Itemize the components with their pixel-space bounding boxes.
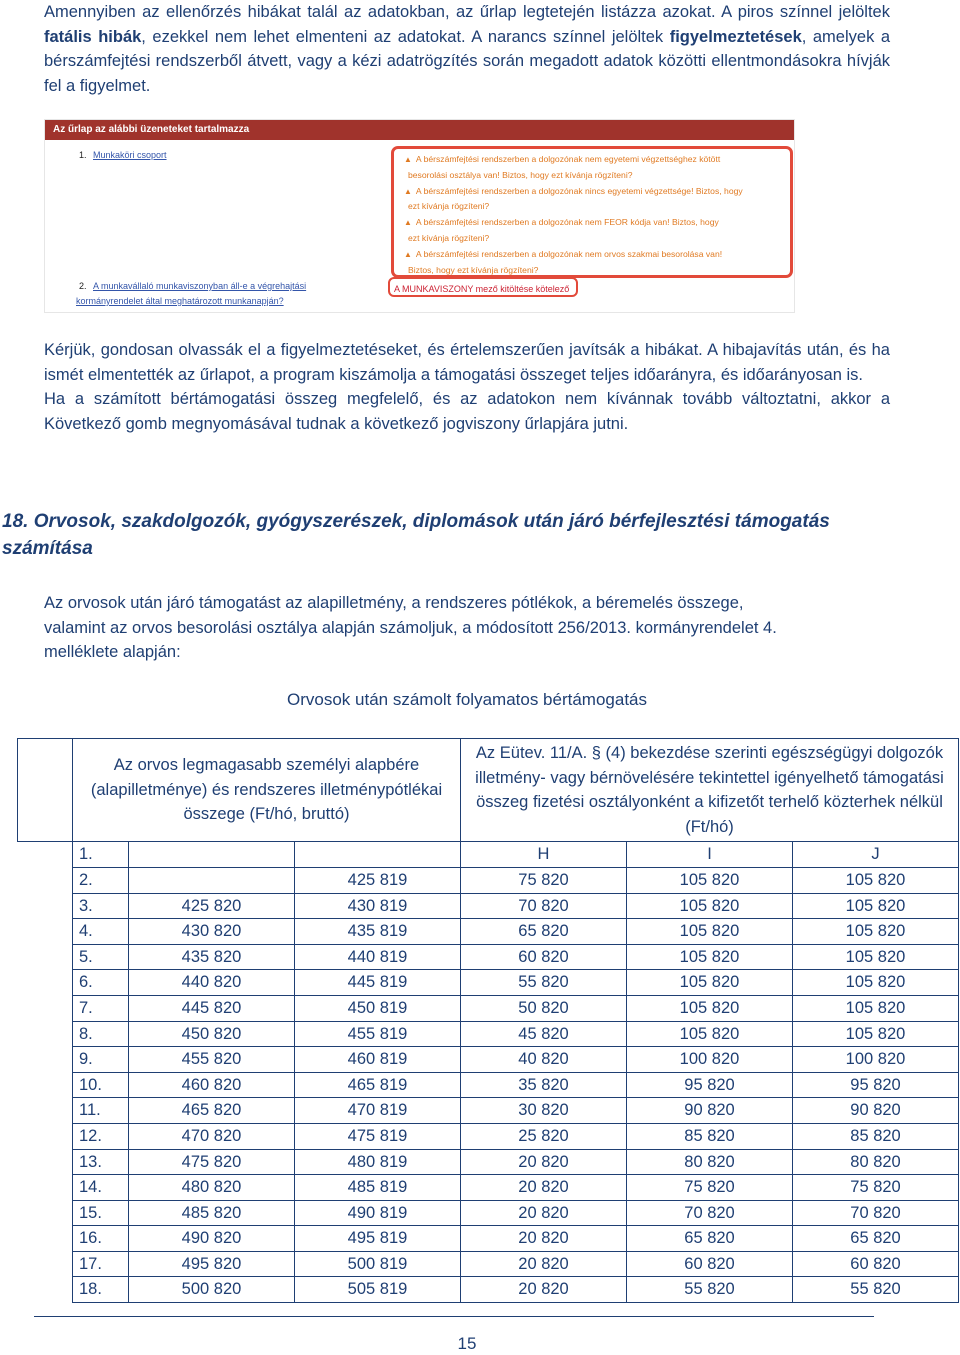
table-cell: 430 819 [295,893,461,919]
warning-text: A bérszámfejtési rendszerben a dolgozónak nem egyetemi végzettséghez kötött [415,154,721,164]
table-cell: 70 820 [461,893,627,919]
table-cell: 480 820 [129,1175,295,1201]
form-messages-screenshot [44,119,795,313]
warning-text: A bérszámfejtési rendszerben a dolgozónak nem orvos szakmai besorolása van! [415,248,723,259]
table-cell: 80 820 [627,1149,793,1175]
table-cell: H [461,842,627,868]
table-cell: 75 820 [793,1175,959,1201]
table-cell: 105 820 [627,1021,793,1047]
table-cell: 45 820 [461,1021,627,1047]
messages-header: Az űrlap az alábbi üzeneteket tartalmazza [45,120,794,140]
table-cell: 40 820 [461,1047,627,1073]
row-number-cell: 18. [73,1277,129,1303]
warning-triangle-icon: ▲ [404,218,412,228]
table-cell: 490 819 [295,1200,461,1226]
table-gutter [18,893,73,919]
table-cell: 505 819 [295,1277,461,1303]
table-row [18,944,959,970]
table-row [18,919,959,945]
table-gutter [18,1175,73,1201]
table-cell: 20 820 [461,1226,627,1252]
row-number-cell: 3. [73,893,129,919]
table-cell: 65 820 [793,1226,959,1252]
table-title: Orvosok után számolt folyamatos bértámogatás [287,690,647,709]
table-cell: 470 819 [295,1098,461,1124]
table-gutter [18,842,73,868]
table-cell: 470 820 [129,1123,295,1149]
table-gutter [18,995,73,1021]
table-cell: 105 820 [793,944,959,970]
table-cell: 25 820 [461,1123,627,1149]
table-cell: 460 820 [129,1072,295,1098]
row-number-cell: 7. [73,995,129,1021]
table-row [18,842,959,868]
table-cell: 105 820 [793,893,959,919]
table-cell: 85 820 [627,1123,793,1149]
next-instructions: Ha a számított bértámogatási összeg megfelelő, és az adatokon nem kívánnak tovább változtatni, akkor a Következő gomb megnyomásával tudnak a következő jogviszony űrlapjára jutni. [44,390,890,433]
table-cell: 95 820 [627,1072,793,1098]
table-cell: 485 820 [129,1200,295,1226]
table-cell: 100 820 [627,1047,793,1073]
employment-question-link-cont[interactable]: kormányrendelet által meghatározott munkanapján? [76,296,284,306]
warning-item [394,152,790,168]
table-gutter [18,970,73,996]
table-cell: 495 819 [295,1226,461,1252]
table-cell: 455 820 [129,1047,295,1073]
table-cell: 445 819 [295,970,461,996]
row-number-cell: 12. [73,1123,129,1149]
table-gutter [18,1251,73,1277]
warning-text: A bérszámfejtési rendszerben a dolgozónak nincs egyetemi végzettsége! Biztos, hogy [415,185,743,196]
table-gutter [18,1149,73,1175]
table-gutter [18,1098,73,1124]
table-cell: 20 820 [461,1251,627,1277]
table-cell: 455 819 [295,1021,461,1047]
table-cell: 435 819 [295,919,461,945]
intro-text: Amennyiben az ellenőrzés hibákat talál az adatokban, az űrlap legtetején listázza azokat. A piros színnel jelöltek [44,3,890,21]
table-cell: 105 820 [627,867,793,893]
table-gutter [18,919,73,945]
table-cell [129,867,295,893]
table-cell: 70 820 [627,1200,793,1226]
table-cell: J [793,842,959,868]
table-cell: 90 820 [793,1098,959,1124]
warnings-term: figyelmeztetések [669,27,802,46]
table-cell: 500 819 [295,1251,461,1277]
table-cell: 495 820 [129,1251,295,1277]
table-row [18,1277,959,1303]
table-cell: 50 820 [461,995,627,1021]
table-cell: 20 820 [461,1200,627,1226]
table-cell: 90 820 [627,1098,793,1124]
row-number-cell: 16. [73,1226,129,1252]
table-cell: 480 819 [295,1149,461,1175]
table-cell: I [627,842,793,868]
table-cell: 95 820 [793,1072,959,1098]
row-number-cell: 1. [73,842,129,868]
table-cell: 70 820 [793,1200,959,1226]
table-gutter [18,1021,73,1047]
table-gutter [18,1200,73,1226]
table-cell: 20 820 [461,1277,627,1303]
table-row [18,1123,959,1149]
section-heading: 18. Orvosok, szakdolgozók, gyógyszerészek, diplomások után járó bérfejlesztési támogatás számítása [2,511,830,559]
header-subsidy: Az Eütev. 11/A. § (4) bekezdése szerinti egészségügyi dolgozók illetmény- vagy bérnövelésére tekintettel igényelhető támogatási összeg fizetési osztályonként a kifizetőt terhelő közterhek nélkül (Ft/hó) [461,739,959,842]
table-row [18,1021,959,1047]
table-row [18,1149,959,1175]
fix-instructions: Kérjük, gondosan olvassák el a figyelmeztetéseket, és értelemszerűen javítsák a hibákat. A hibajavítás után, és ha ismét elmentették az űrlapot, a program kiszámolja a támogatási összeget teljes időarányra, és időarányosan is. [44,341,890,384]
table-row [18,995,959,1021]
table-gutter [18,867,73,893]
warning-item [394,231,790,247]
table-row [18,867,959,893]
table-cell: 75 820 [627,1175,793,1201]
table-gutter [18,1226,73,1252]
table-cell: 500 820 [129,1277,295,1303]
row-number-cell: 5. [73,944,129,970]
intro-paragraph [44,0,890,98]
warning-list [394,149,790,278]
table-cell: 425 819 [295,867,461,893]
table-cell: 55 820 [461,970,627,996]
warning-triangle-icon: ▲ [404,186,412,196]
page-number: 15 [457,1334,477,1353]
footer-rule [34,1316,874,1317]
table-cell: 105 820 [627,919,793,945]
table-cell [295,842,461,868]
table-cell: 105 820 [793,970,959,996]
table-cell: 430 820 [129,919,295,945]
warning-triangle-icon: ▲ [404,249,412,259]
fatal-errors-term: fatális hibák [44,27,142,46]
warning-text: A bérszámfejtési rendszerben a dolgozónak nem FEOR kódja van! Biztos, hogy [415,217,719,228]
table-row [18,1072,959,1098]
row-number-cell: 13. [73,1149,129,1175]
table-cell: 105 820 [627,995,793,1021]
table-row [18,1098,959,1124]
row-number-cell: 4. [73,919,129,945]
row-number-cell: 10. [73,1072,129,1098]
table-cell: 440 820 [129,970,295,996]
warning-text: besorolási osztálya van! Biztos, hogy ezt kívánja rögzíteni? [408,169,633,180]
instructions-paragraph [44,338,890,436]
message-number: 1. [79,150,87,160]
table-row [18,1175,959,1201]
table-row [18,893,959,919]
table-cell: 465 819 [295,1072,461,1098]
intro-text: , ezekkel nem lehet elmenteni az adatokat. A narancs színnel jelöltek [141,27,670,46]
row-number-cell: 11. [73,1098,129,1124]
table-gutter [18,1072,73,1098]
table-cell: 440 819 [295,944,461,970]
table-cell: 100 820 [793,1047,959,1073]
table-gutter [18,1123,73,1149]
table-header-row [18,739,959,842]
table-cell: 85 820 [793,1123,959,1149]
employment-question-link[interactable]: A munkavállaló munkaviszonyban áll-e a végrehajtási [93,281,307,291]
table-cell [129,842,295,868]
table-cell: 485 819 [295,1175,461,1201]
warning-text: Biztos, hogy ezt kívánja rögzíteni? [408,264,539,275]
warning-item [394,199,790,215]
table-gutter [18,1277,73,1303]
table-cell: 105 820 [793,995,959,1021]
warning-triangle-icon: ▲ [404,155,412,164]
table-cell: 105 820 [627,893,793,919]
table-cell: 425 820 [129,893,295,919]
table-cell: 30 820 [461,1098,627,1124]
table-cell: 55 820 [793,1277,959,1303]
table-cell: 20 820 [461,1175,627,1201]
table-row [18,1200,959,1226]
table-cell: 65 820 [627,1226,793,1252]
intro-text: , amelyek a bérszámfejtési rendszerből átvett, vagy a kézi adatrögzítés során megadott adatok közötti ellentmondásokra hívják fel a figyelmet. [44,27,891,95]
table-gutter [18,944,73,970]
message-number: 2. [79,281,87,291]
subsidy-table [17,738,959,1303]
warning-box [391,146,793,278]
table-cell: 105 820 [793,919,959,945]
header-empty [18,739,73,842]
table-cell: 55 820 [627,1277,793,1303]
section-body: Az orvosok után járó támogatást az alapilletmény, a rendszeres pótlékok, a béremelés összege, valamint az orvos besorolási osztálya alapján számoljuk, a módosított 256/2013. kormányrendelet 4. melléklete alapján: [44,594,777,662]
table-cell: 65 820 [461,919,627,945]
table-cell: 60 820 [461,944,627,970]
table-cell: 105 820 [793,1021,959,1047]
table-cell: 475 820 [129,1149,295,1175]
fatal-error-box: A MUNKAVISZONY mező kitöltése kötelező [388,277,578,297]
row-number-cell: 15. [73,1200,129,1226]
table-cell: 60 820 [627,1251,793,1277]
warning-item [394,247,790,263]
row-number-cell: 8. [73,1021,129,1047]
table-cell: 105 820 [793,867,959,893]
table-cell: 465 820 [129,1098,295,1124]
table-cell: 20 820 [461,1149,627,1175]
table-cell: 445 820 [129,995,295,1021]
table-cell: 105 820 [627,944,793,970]
table-cell: 75 820 [461,867,627,893]
table-cell: 80 820 [793,1149,959,1175]
table-cell: 105 820 [627,970,793,996]
row-number-cell: 17. [73,1251,129,1277]
table-row [18,1047,959,1073]
row-number-cell: 9. [73,1047,129,1073]
table-row [18,970,959,996]
table-cell: 475 819 [295,1123,461,1149]
table-cell: 35 820 [461,1072,627,1098]
table-cell: 450 819 [295,995,461,1021]
warning-item [394,263,790,278]
warning-item [394,168,790,184]
table-row [18,1251,959,1277]
row-number-cell: 2. [73,867,129,893]
table-gutter [18,1047,73,1073]
warning-text: ezt kívánja rögzíteni? [408,201,490,212]
table-row [18,1226,959,1252]
row-number-cell: 6. [73,970,129,996]
table-cell: 60 820 [793,1251,959,1277]
job-group-link[interactable]: Munkaköri csoport [93,150,167,160]
row-number-cell: 14. [73,1175,129,1201]
warning-item [394,184,790,200]
table-cell: 490 820 [129,1226,295,1252]
table-cell: 450 820 [129,1021,295,1047]
table-cell: 435 820 [129,944,295,970]
warning-item [394,215,790,231]
header-salary-range: Az orvos legmagasabb személyi alapbére (alapilletménye) és rendszeres illetménypótlékai összege (Ft/hó, bruttó) [73,739,461,842]
table-cell: 460 819 [295,1047,461,1073]
warning-text: ezt kívánja rögzíteni? [408,232,490,243]
